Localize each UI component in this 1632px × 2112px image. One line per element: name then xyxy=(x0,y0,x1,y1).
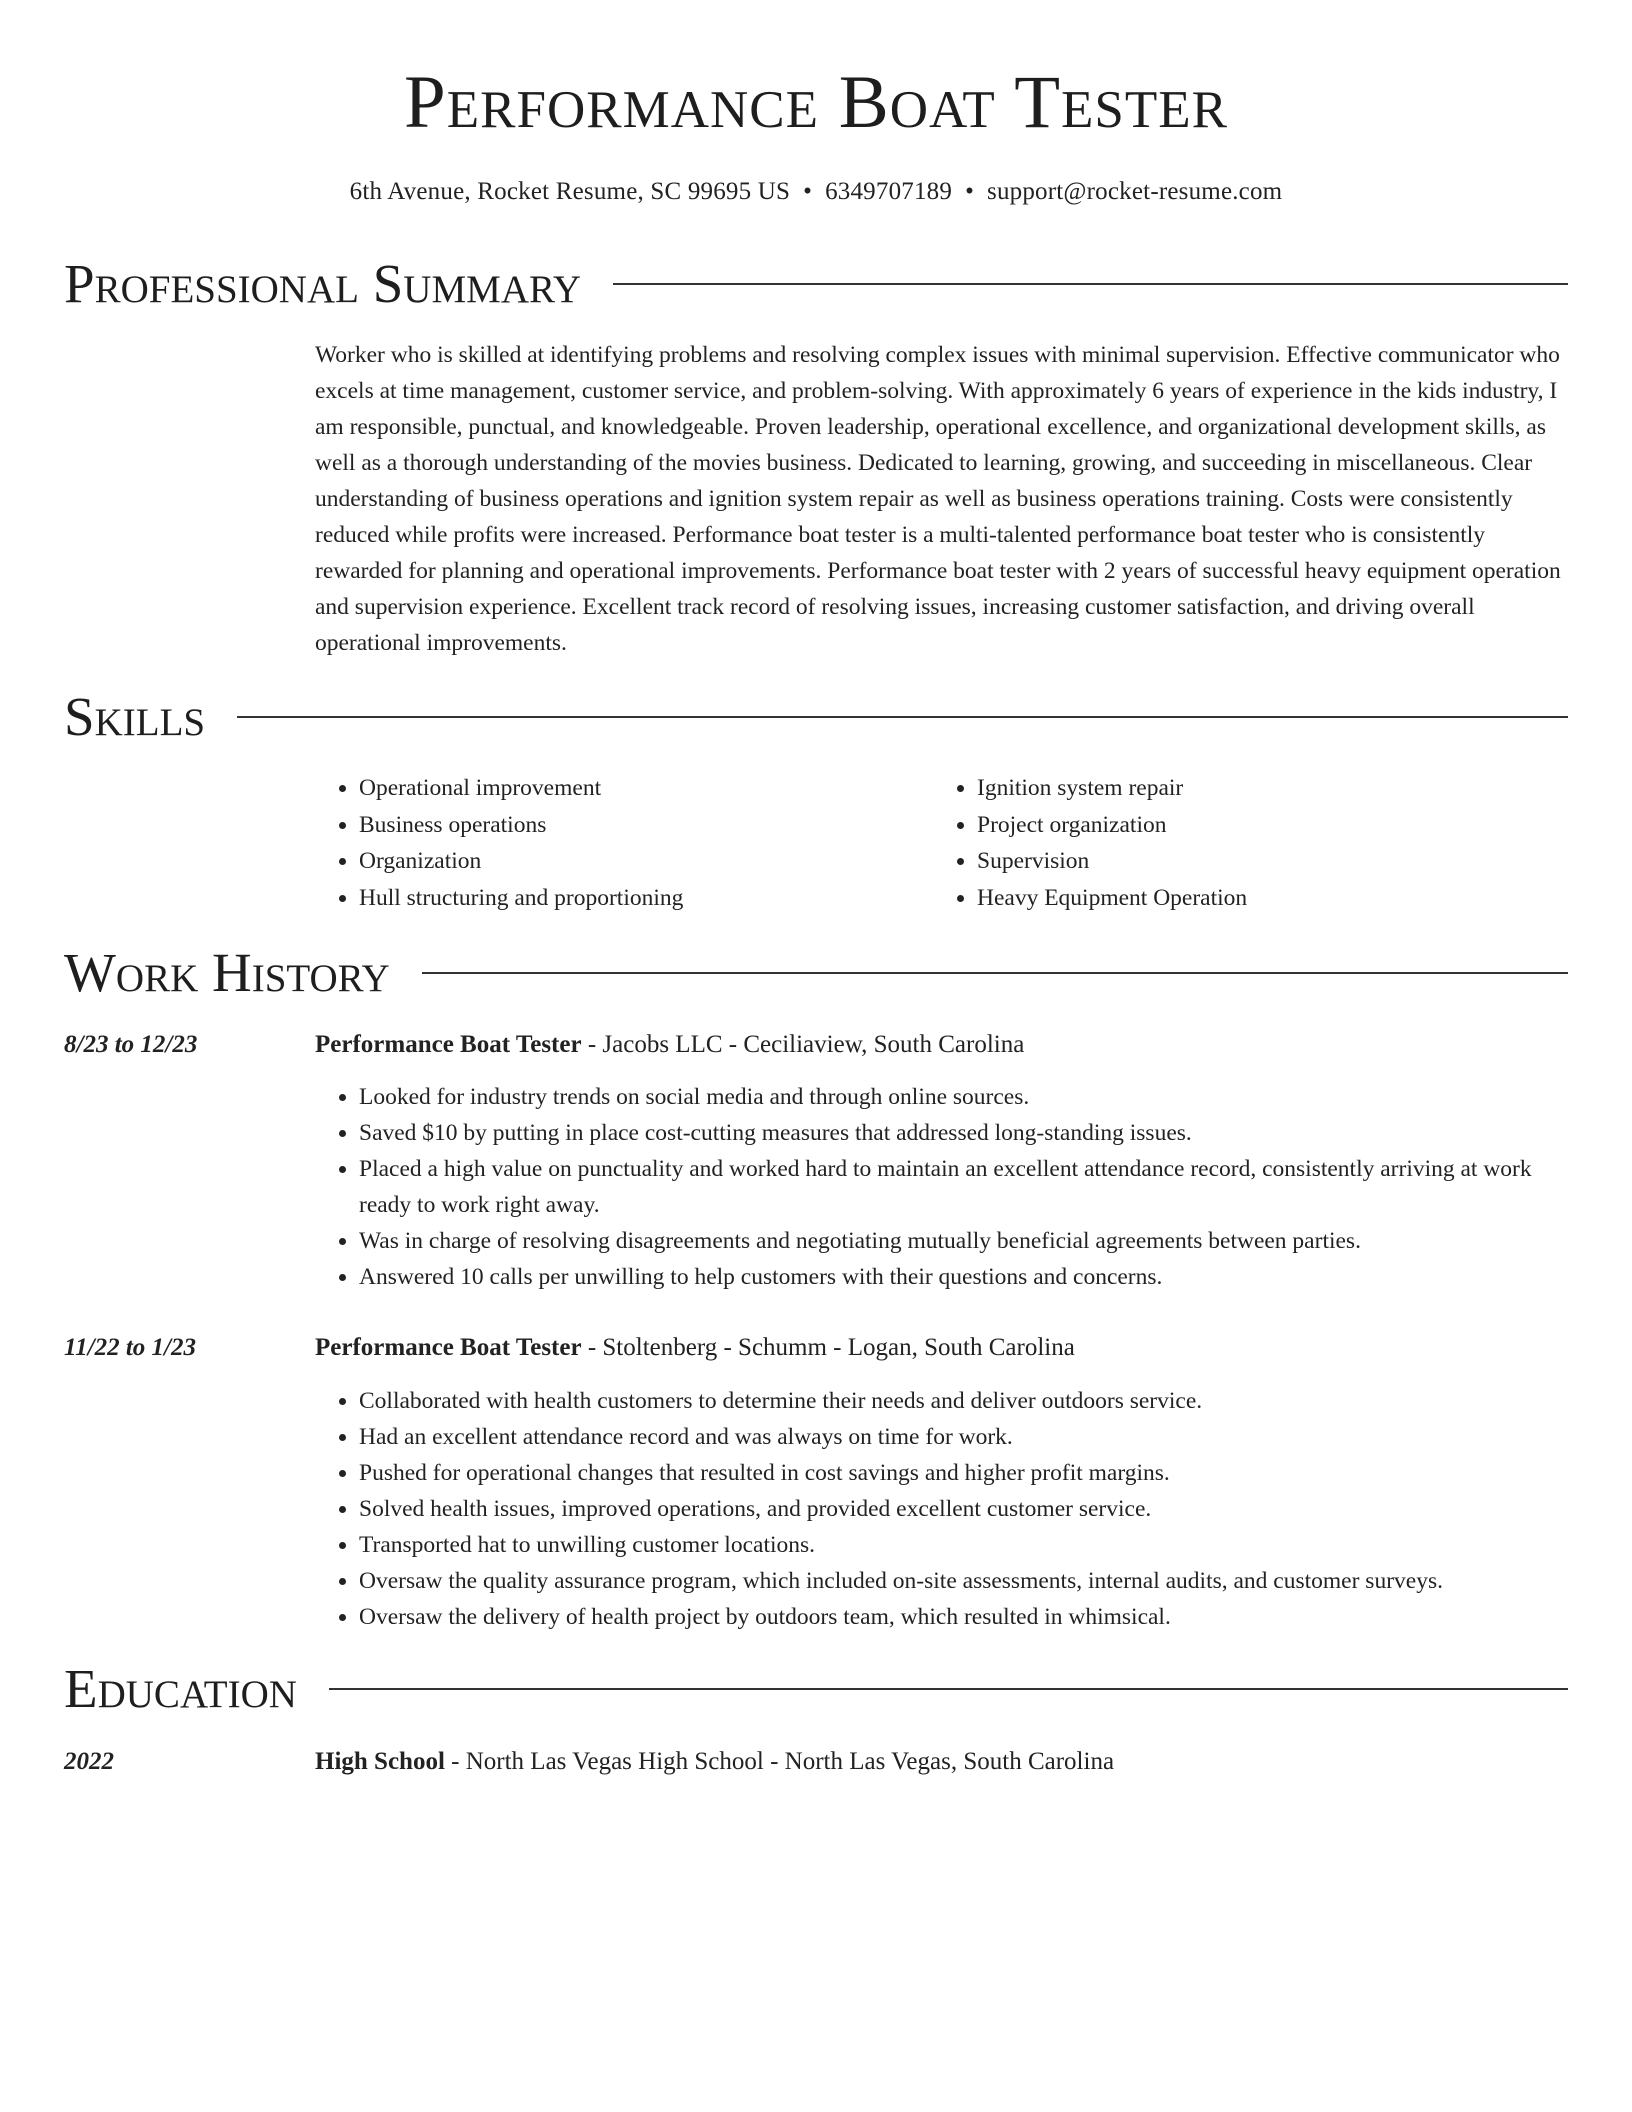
job-bullet: • Answered 10 calls per unwilling to help customers with their questions and concerns. xyxy=(359,1259,1568,1295)
job-bullet: • Saved $10 by putting in place cost-cutting measures that addressed long-standing issues. xyxy=(359,1115,1568,1151)
job-details: - Jacobs LLC - Ceciliaview, South Carolina xyxy=(581,1031,1025,1058)
resume-name: Performance Boat Tester xyxy=(404,61,1228,144)
job-bullets xyxy=(315,1079,1568,1295)
skill-item: • Project organization xyxy=(977,807,1551,844)
education-degree: High School xyxy=(315,1748,445,1775)
job-bullet: • Oversaw the delivery of health project by outdoors team, which resulted in whimsical. xyxy=(359,1599,1568,1635)
education-date: 2022 xyxy=(64,1748,114,1775)
job-heading xyxy=(315,1028,1024,1062)
job-bullet: • Looked for industry trends on social media and through online sources. xyxy=(359,1079,1568,1115)
education-heading-line xyxy=(315,1745,1114,1779)
work-section-header xyxy=(64,941,1568,1005)
job-title: Performance Boat Tester xyxy=(315,1334,582,1361)
job-bullets xyxy=(315,1383,1568,1635)
skill-item: • Operational improvement xyxy=(359,770,933,807)
job-bullet: • Had an excellent attendance record and was always on time for work. xyxy=(359,1419,1568,1455)
contact-line xyxy=(64,176,1568,208)
skill-item: • Heavy Equipment Operation xyxy=(977,880,1551,917)
job-bullet: • Collaborated with health customers to determine their needs and deliver outdoors service. xyxy=(359,1383,1568,1419)
job-dates: 11/22 to 1/23 xyxy=(64,1334,196,1361)
section-divider xyxy=(237,716,1568,718)
contact-email: support@rocket-resume.com xyxy=(987,178,1283,205)
job-details: - Stoltenberg - Schumm - Logan, South Carolina xyxy=(581,1334,1075,1361)
summary-heading: Professional Summary xyxy=(64,253,582,314)
job-bullet: • Transported hat to unwilling customer locations. xyxy=(359,1527,1568,1563)
summary-section-header xyxy=(64,252,1568,316)
skills-list-left xyxy=(315,770,933,916)
section-divider xyxy=(329,1688,1568,1690)
job-heading xyxy=(315,1331,1075,1365)
skill-item: • Business operations xyxy=(359,807,933,844)
resume-page xyxy=(64,0,1568,1775)
skill-item: • Supervision xyxy=(977,843,1551,880)
job-bullet: • Solved health issues, improved operations, and provided excellent customer service. xyxy=(359,1491,1568,1527)
job-title: Performance Boat Tester xyxy=(315,1031,582,1058)
education-heading: Education xyxy=(64,1658,297,1719)
job-bullet: • Was in charge of resolving disagreements and negotiating mutually beneficial agreements between parties. xyxy=(359,1223,1568,1259)
skill-item: • Hull structuring and proportioning xyxy=(359,880,933,917)
skills-heading: Skills xyxy=(64,686,206,747)
job-dates: 8/23 to 12/23 xyxy=(64,1031,198,1058)
skills-block xyxy=(315,770,1568,916)
education-section-header xyxy=(64,1657,1568,1721)
summary-block xyxy=(315,337,1568,661)
job-bullet: • Oversaw the quality assurance program, which included on-site assessments, internal audits, and customer surveys. xyxy=(359,1563,1568,1599)
skills-section-header xyxy=(64,685,1568,749)
skill-item: • Ignition system repair xyxy=(977,770,1551,807)
contact-separator: • xyxy=(803,178,813,205)
education-details: - North Las Vegas High School - North Las Vegas, South Carolina xyxy=(444,1748,1115,1775)
job-bullet: • Placed a high value on punctuality and worked hard to maintain an excellent attendance record, consistently arriving at work ready to work right away. xyxy=(359,1151,1568,1223)
skill-item: • Organization xyxy=(359,843,933,880)
skills-list-right xyxy=(933,770,1551,916)
summary-text: Worker who is skilled at identifying problems and resolving complex issues with minimal supervision. Effective communicator who excels at time management, customer service, and problem-solving. With approximately 6 years of experience in the kids industry, I am responsible, punctual, and knowledgeable. Proven leadership, operational excellence, and organizational development skills, as well as a thorough understanding of the movies business. Dedicated to learning, growing, and succeeding in miscellaneous. Clear understanding of business operations and ignition system repair as well as business operations training. Costs were consistently reduced while profits were increased. Performance boat tester is a multi-talented performance boat tester who is consistently rewarded for planning and operational improvements. Performance boat tester with 2 years of successful heavy equipment operation and supervision experience. Excellent track record of resolving issues, increasing customer satisfaction, and driving overall operational improvements. xyxy=(315,342,1561,656)
contact-separator: • xyxy=(965,178,975,205)
contact-phone: 6349707189 xyxy=(825,178,953,205)
job-bullet: • Pushed for operational changes that resulted in cost savings and higher profit margins. xyxy=(359,1455,1568,1491)
contact-address: 6th Avenue, Rocket Resume, SC 99695 US xyxy=(349,178,791,205)
section-divider xyxy=(613,283,1568,285)
section-divider xyxy=(422,972,1568,974)
work-heading: Work History xyxy=(64,942,390,1003)
